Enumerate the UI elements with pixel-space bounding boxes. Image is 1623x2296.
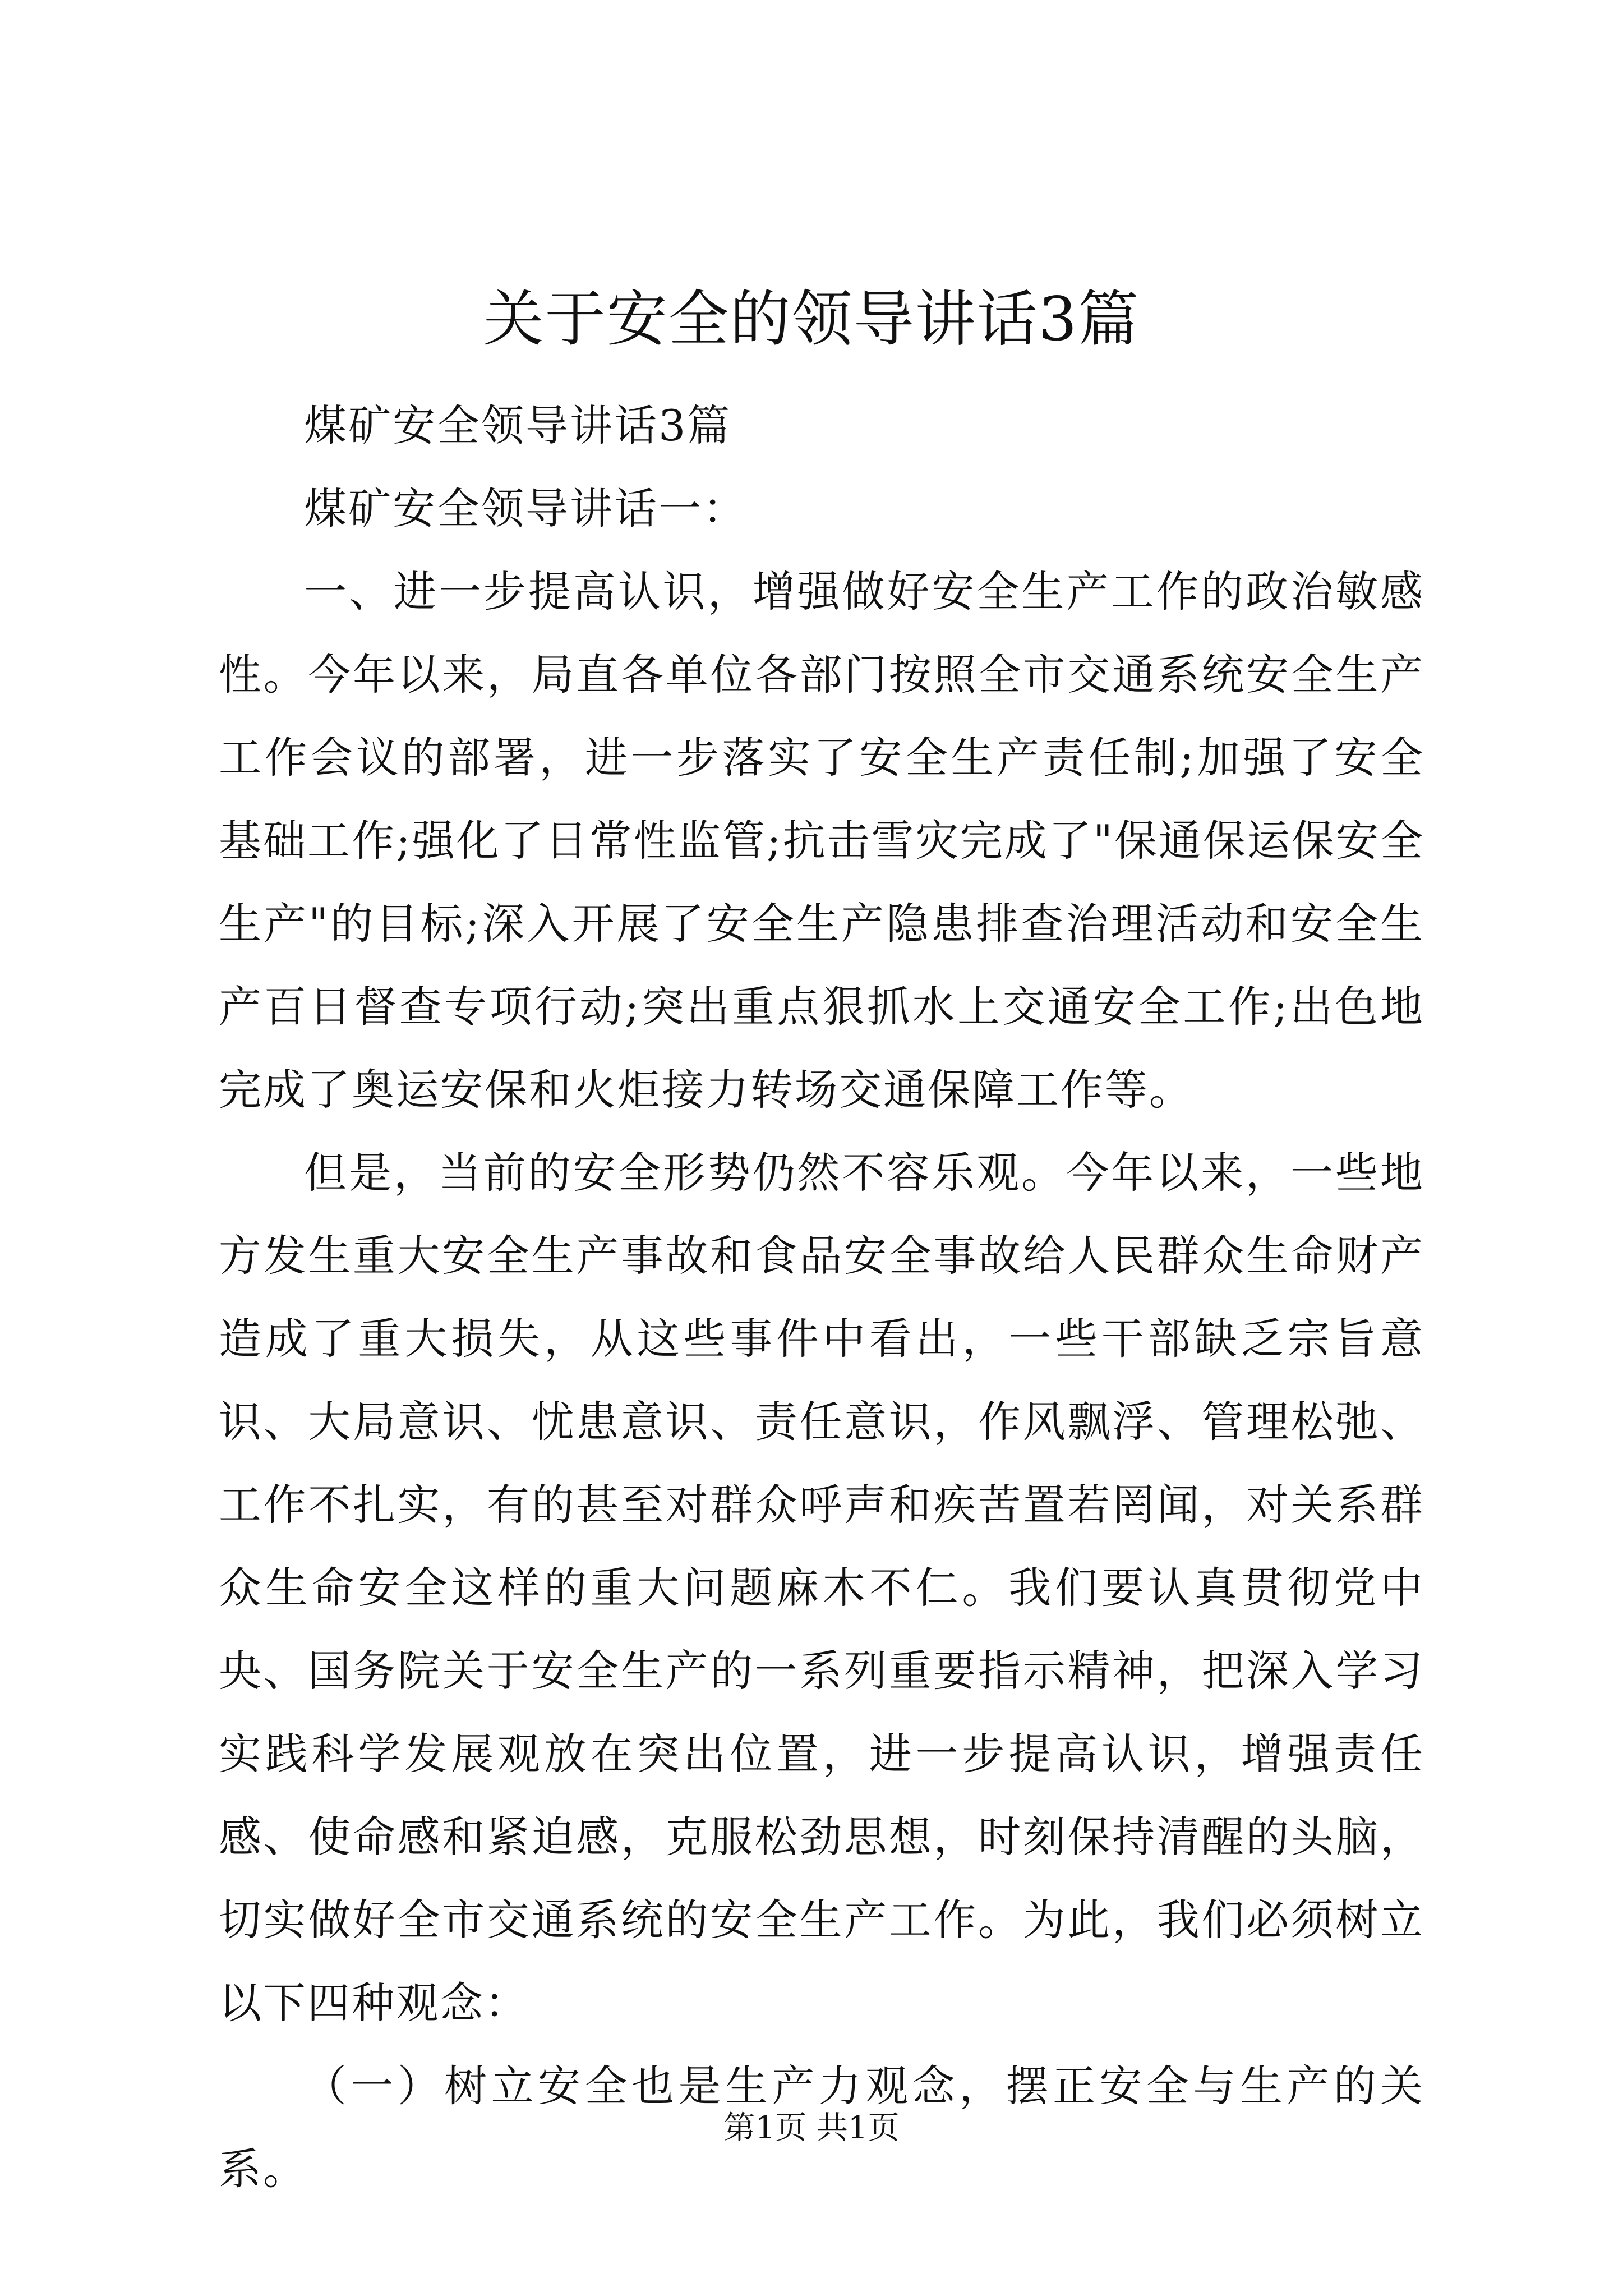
document-title: 关于安全的领导讲话3篇 — [483, 284, 1140, 355]
paragraph-situation: 但是，当前的安全形势仍然不容乐观。今年以来，一些地方发生重大安全生产事故和食品安全事故给人民群众生命财产造成了重大损失，从这些事件中看出，一些干部缺乏宗旨意识、大局意识、忧患意识、责任意识，作风飘浮、管理松弛、工作不扎实，有的甚至对群众呼声和疾苦置若罔闻，对关系群众生命安全这样的重大问题麻木不仁。我们要认真贯彻党中央、国务院关于安全生产的一系列重要指示精神，把深入学习实践科学发展观放在突出位置，进一步提高认识，增强责任感、使命感和紧迫感，克服松劲思想，时刻保持清醒的头脑，切实做好全市交通系统的安全生产工作。为此，我们必须树立以下四种观念： — [219, 1148, 1424, 2028]
paragraph-concept-one: （一）树立安全也是生产力观念，摆正安全与生产的关系。 — [219, 2061, 1424, 2194]
paragraph-subtitle: 煤矿安全领导讲话3篇 — [304, 401, 732, 450]
paragraph-section-heading: 煤矿安全领导讲话一： — [304, 484, 747, 533]
document-body — [219, 384, 1424, 2211]
page-footer: 第1页 共1页 — [723, 2110, 900, 2146]
paragraph-point-one: 一、进一步提高认识，增强做好安全生产工作的政治敏感性。今年以来，局直各单位各部门按照全市交通系统安全生产工作会议的部署，进一步落实了安全生产责任制;加强了安全基础工作;强化了日常性监管;抗击雪灾完成了"保通保运保安全生产"的目标;深入开展了安全生产隐患排查治理活动和安全生产百日督查专项行动;突出重点狠抓水上交通安全工作;出色地完成了奥运安保和火炬接力转场交通保障工作等。 — [219, 567, 1424, 1115]
